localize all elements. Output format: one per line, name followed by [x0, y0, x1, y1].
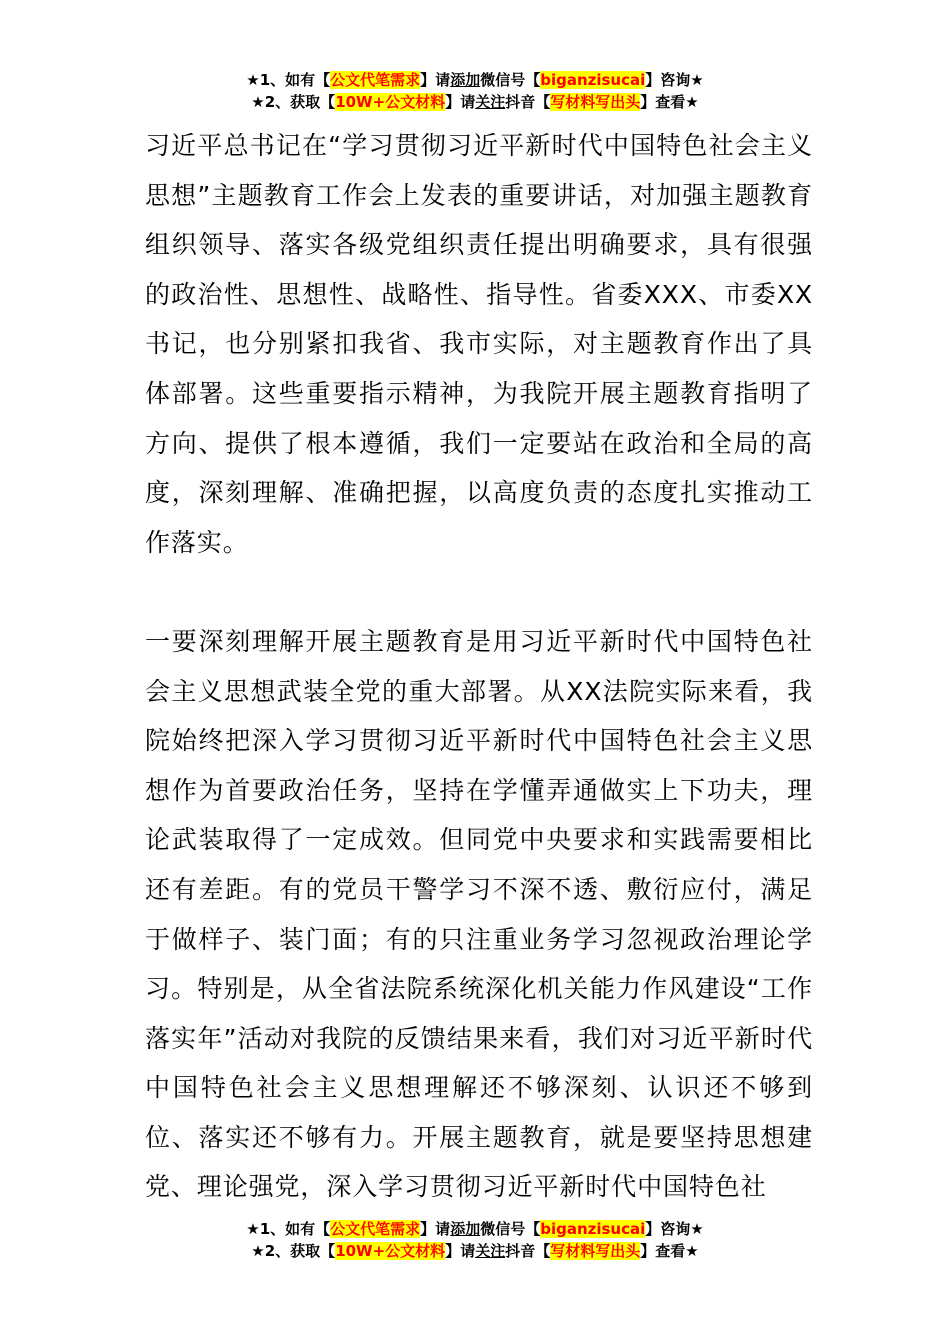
document-body [145, 121, 813, 1212]
banner-text: 】请 [445, 1242, 476, 1260]
banner-text: ★2、获取【 [251, 1242, 336, 1260]
banner-text: ★2、获取【 [251, 93, 336, 111]
paragraph-1: 习近平总书记在“学习贯彻习近平新时代中国特色社会主义思想”主题教育工作会上发表的重要讲话，对加强主题教育组织领导、落实各级党组织责任提出明确要求，具有很强的政治性、思想性、战略性、指导性。省委XXX、市委XX书记，也分别紧扣我省、我市实际，对主题教育作出了具体部署。这些重要指示精神，为我院开展主题教育指明了方向、提供了根本遵循，我们一定要站在政治和全局的高度，深刻理解、准确把握，以高度负责的态度扎实推动工作落实。 [145, 131, 813, 557]
banner-emphasis: 关注 [475, 93, 506, 111]
banner-text: ★1、如有【 [246, 71, 331, 89]
banner-highlight: 公文代笔需求 [330, 71, 421, 89]
banner-emphasis: 添加 [450, 71, 481, 89]
banner-line-2 [0, 1240, 950, 1262]
footer-banner [0, 1218, 950, 1262]
banner-text: 】查看★ [640, 93, 699, 111]
banner-text: 】咨询★ [645, 1220, 704, 1238]
paragraph-2: 一要深刻理解开展主题教育是用习近平新时代中国特色社会主义思想武装全党的重大部署。从XX法院实际来看，我院始终把深入学习贯彻习近平新时代中国特色社会主义思想作为首要政治任务，坚持在学懂弄通做实上下功夫，理论武装取得了一定成效。但同党中央要求和实践需要相比还有差距。有的党员干警学习不深不透、敷衍应付，满足于做样子、装门面；有的只注重业务学习忽视政治理论学习。特别是，从全省法院系统深化机关能力作风建设“工作落实年”活动对我院的反馈结果来看，我们对习近平新时代中国特色社会主义思想理解还不够深刻、认识还不够到位、落实还不够有力。开展主题教育，就是要坚持思想建党、理论强党，深入学习贯彻习近平新时代中国特色社 [145, 626, 813, 1202]
banner-text: 微信号【 [480, 71, 541, 89]
banner-wechat-id: biganzisucai [540, 71, 646, 89]
banner-text: 】请 [420, 1220, 451, 1238]
banner-text: 】查看★ [640, 1242, 699, 1260]
banner-line-2 [0, 91, 950, 113]
banner-douyin-id: 写材料写出头 [550, 93, 641, 111]
banner-highlight: 10W+公文材料 [335, 93, 446, 111]
banner-douyin-id: 写材料写出头 [550, 1242, 641, 1260]
banner-wechat-id: biganzisucai [540, 1220, 646, 1238]
banner-line-1 [0, 1218, 950, 1240]
banner-text: ★1、如有【 [246, 1220, 331, 1238]
paragraph-spacer [145, 567, 813, 617]
banner-text: 抖音【 [505, 93, 551, 111]
banner-highlight: 10W+公文材料 [335, 1242, 446, 1260]
banner-text: 】请 [445, 93, 476, 111]
header-banner [0, 69, 950, 113]
banner-text: 抖音【 [505, 1242, 551, 1260]
banner-text: 微信号【 [480, 1220, 541, 1238]
banner-emphasis: 关注 [475, 1242, 506, 1260]
banner-line-1 [0, 69, 950, 91]
banner-text: 】咨询★ [645, 71, 704, 89]
banner-text: 】请 [420, 71, 451, 89]
banner-highlight: 公文代笔需求 [330, 1220, 421, 1238]
banner-emphasis: 添加 [450, 1220, 481, 1238]
